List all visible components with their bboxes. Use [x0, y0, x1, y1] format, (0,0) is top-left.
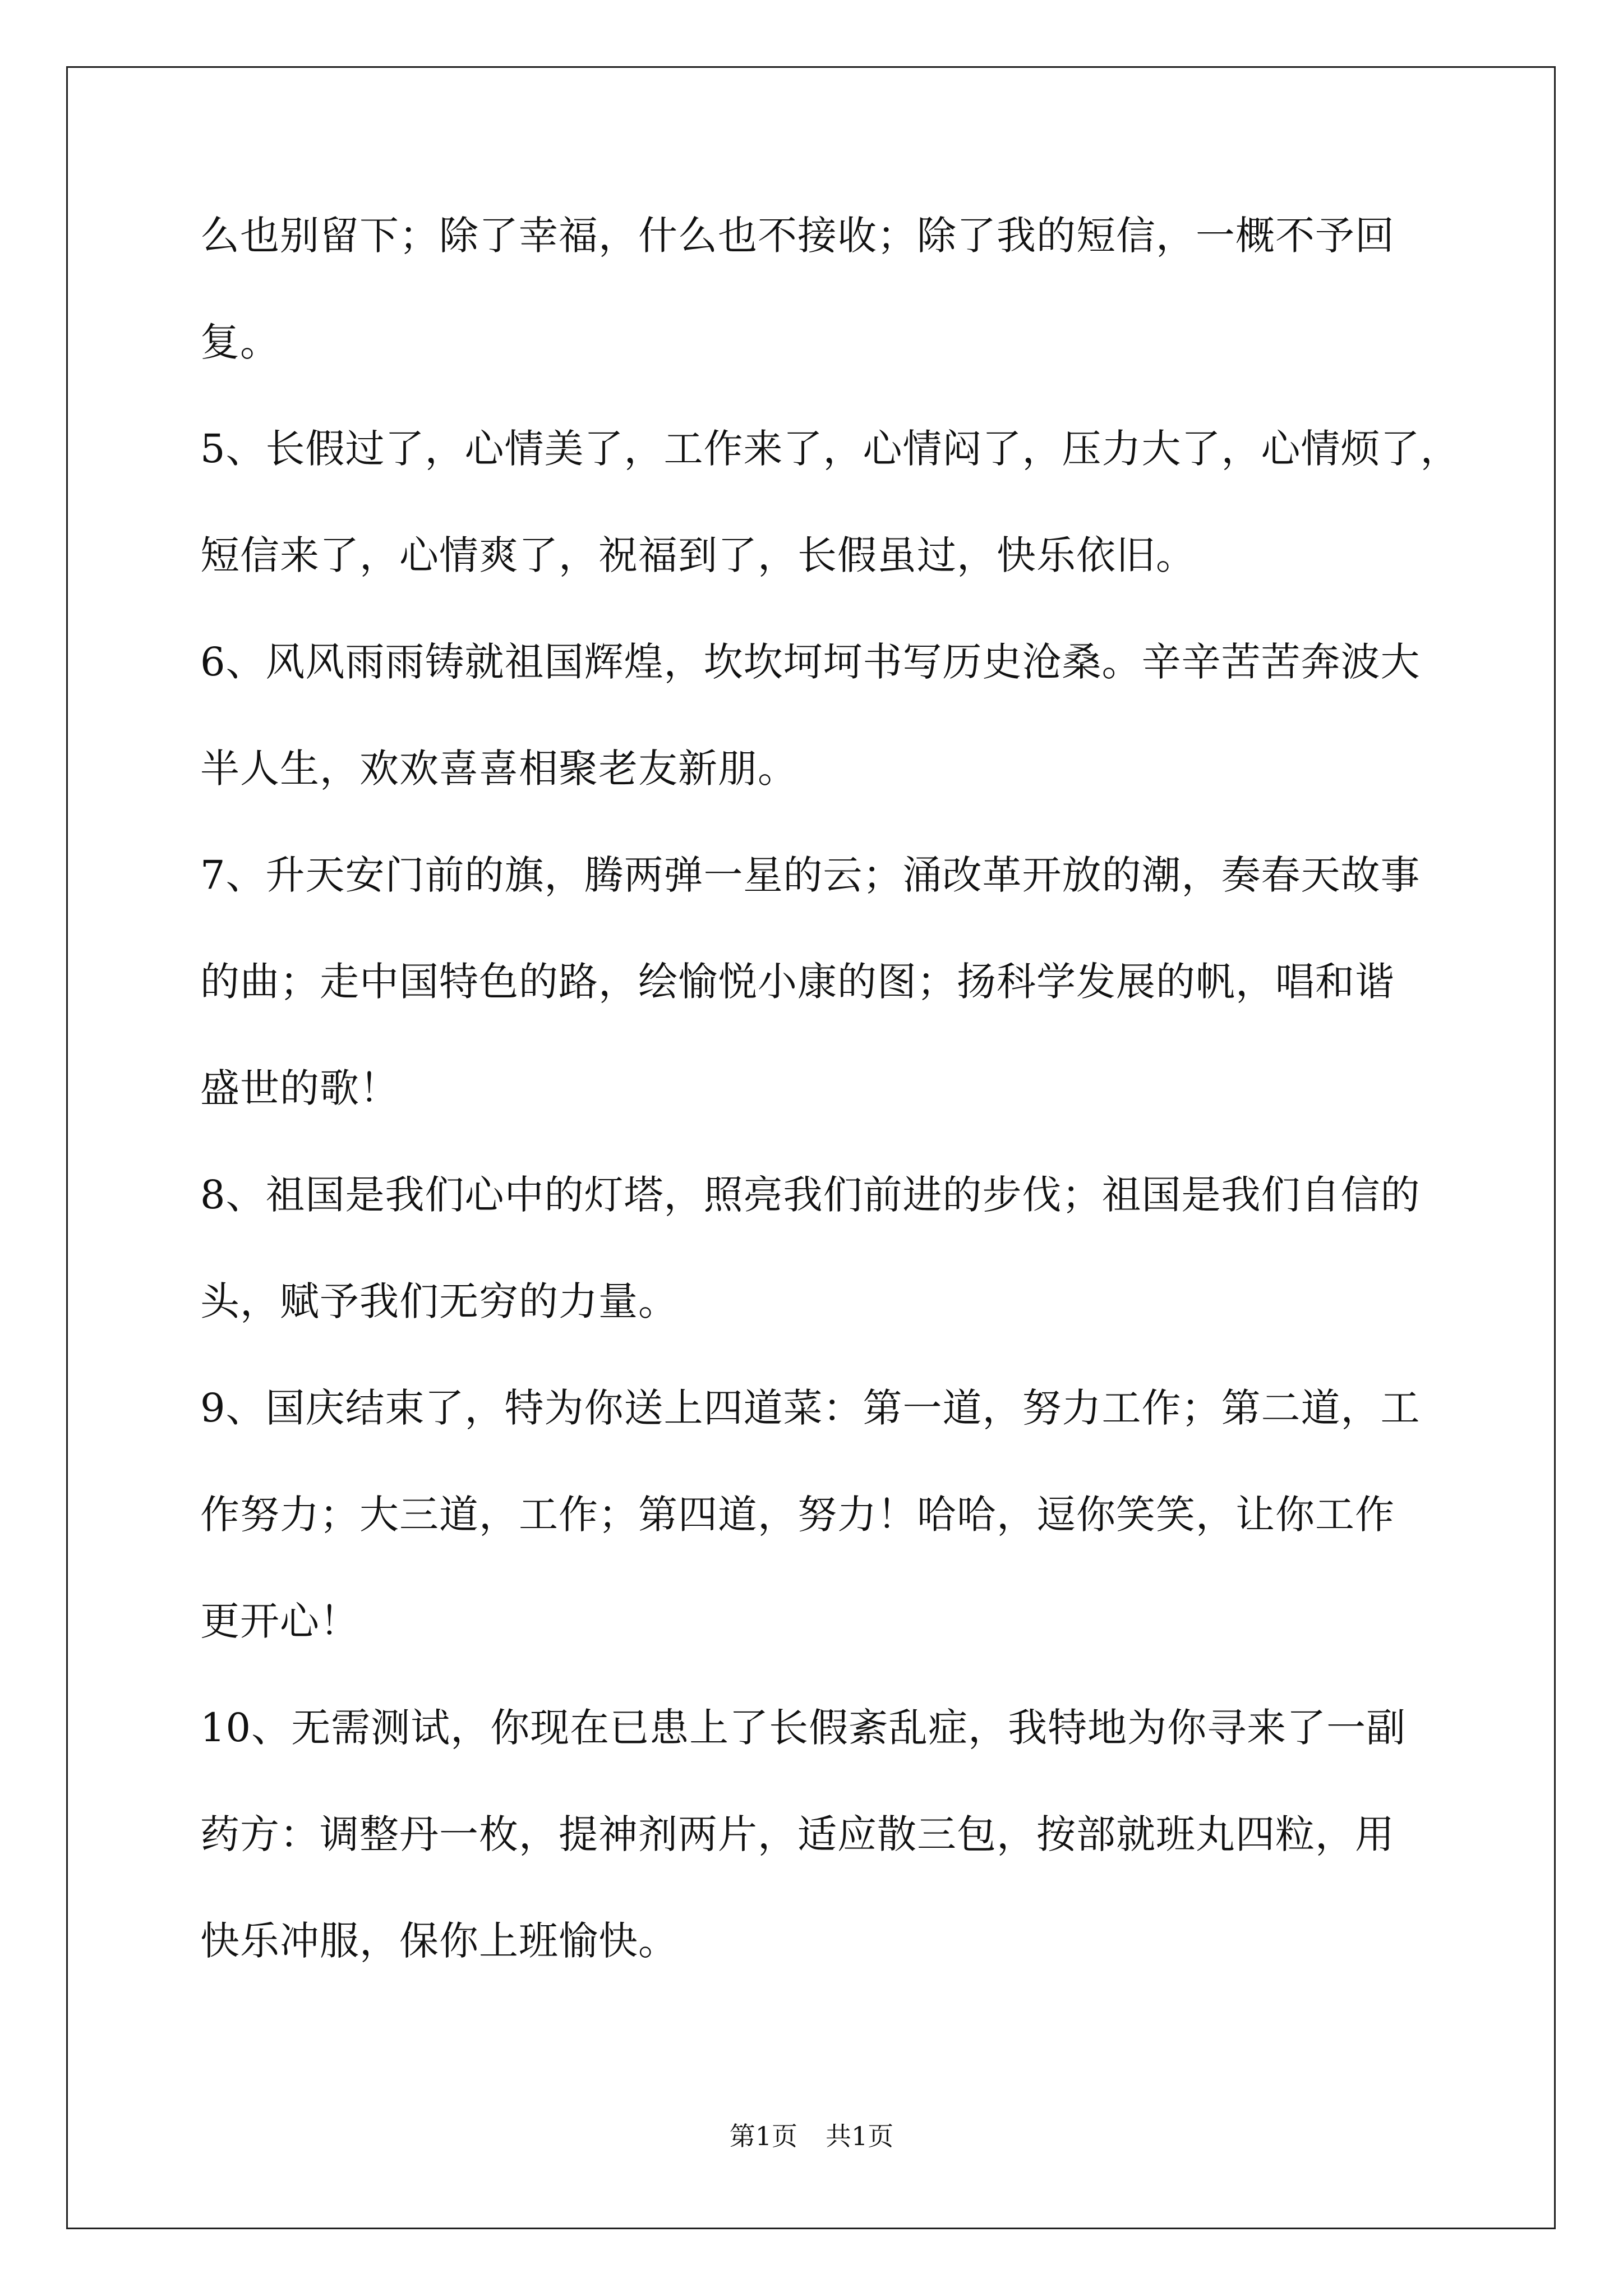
text-line: 半人生，欢欢喜喜相聚老友新朋。 [200, 746, 797, 792]
page-footer [0, 2119, 1623, 2153]
text-line: 作努力；大三道，工作；第四道，努力！哈哈，逗你笑笑，让你工作 [200, 1492, 1395, 1538]
text-line: 复。 [200, 319, 280, 365]
page-number: 第1页 [729, 2121, 797, 2151]
text-line: 盛世的歌！ [200, 1065, 399, 1111]
text-line: 5、长假过了，心情美了，工作来了，心情闷了，压力大了，心情烦了， [200, 426, 1460, 472]
text-line: 么也别留下；除了幸福，什么也不接收；除了我的短信，一概不予回 [200, 213, 1395, 259]
page-total: 共1页 [826, 2121, 894, 2151]
text-line: 药方：调整丹一枚，提神剂两片，适应散三包，按部就班丸四粒，用 [200, 1811, 1395, 1857]
text-line: 10、无需测试，你现在已患上了长假紊乱症，我特地为你寻来了一副 [200, 1705, 1407, 1751]
text-line: 短信来了，心情爽了，祝福到了，长假虽过，快乐依旧。 [200, 532, 1196, 578]
text-line: 8、祖国是我们心中的灯塔，照亮我们前进的步伐；祖国是我们自信的 [200, 1172, 1421, 1218]
text-line: 头，赋予我们无穷的力量。 [200, 1278, 678, 1324]
text-line: 7、升天安门前的旗，腾两弹一星的云；涌改革开放的潮，奏春天故事 [200, 852, 1421, 898]
text-line: 的曲；走中国特色的路，绘愉悦小康的图；扬科学发展的帆，唱和谐 [200, 959, 1395, 1005]
text-line: 9、国庆结束了，特为你送上四道菜：第一道，努力工作；第二道，工 [200, 1385, 1421, 1431]
text-line: 更开心！ [200, 1598, 359, 1644]
text-line: 6、风风雨雨铸就祖国辉煌，坎坎坷坷书写历史沧桑。辛辛苦苦奔波大 [200, 639, 1421, 685]
text-line: 快乐冲服，保你上班愉快。 [200, 1918, 678, 1964]
page-border [66, 66, 1556, 2229]
